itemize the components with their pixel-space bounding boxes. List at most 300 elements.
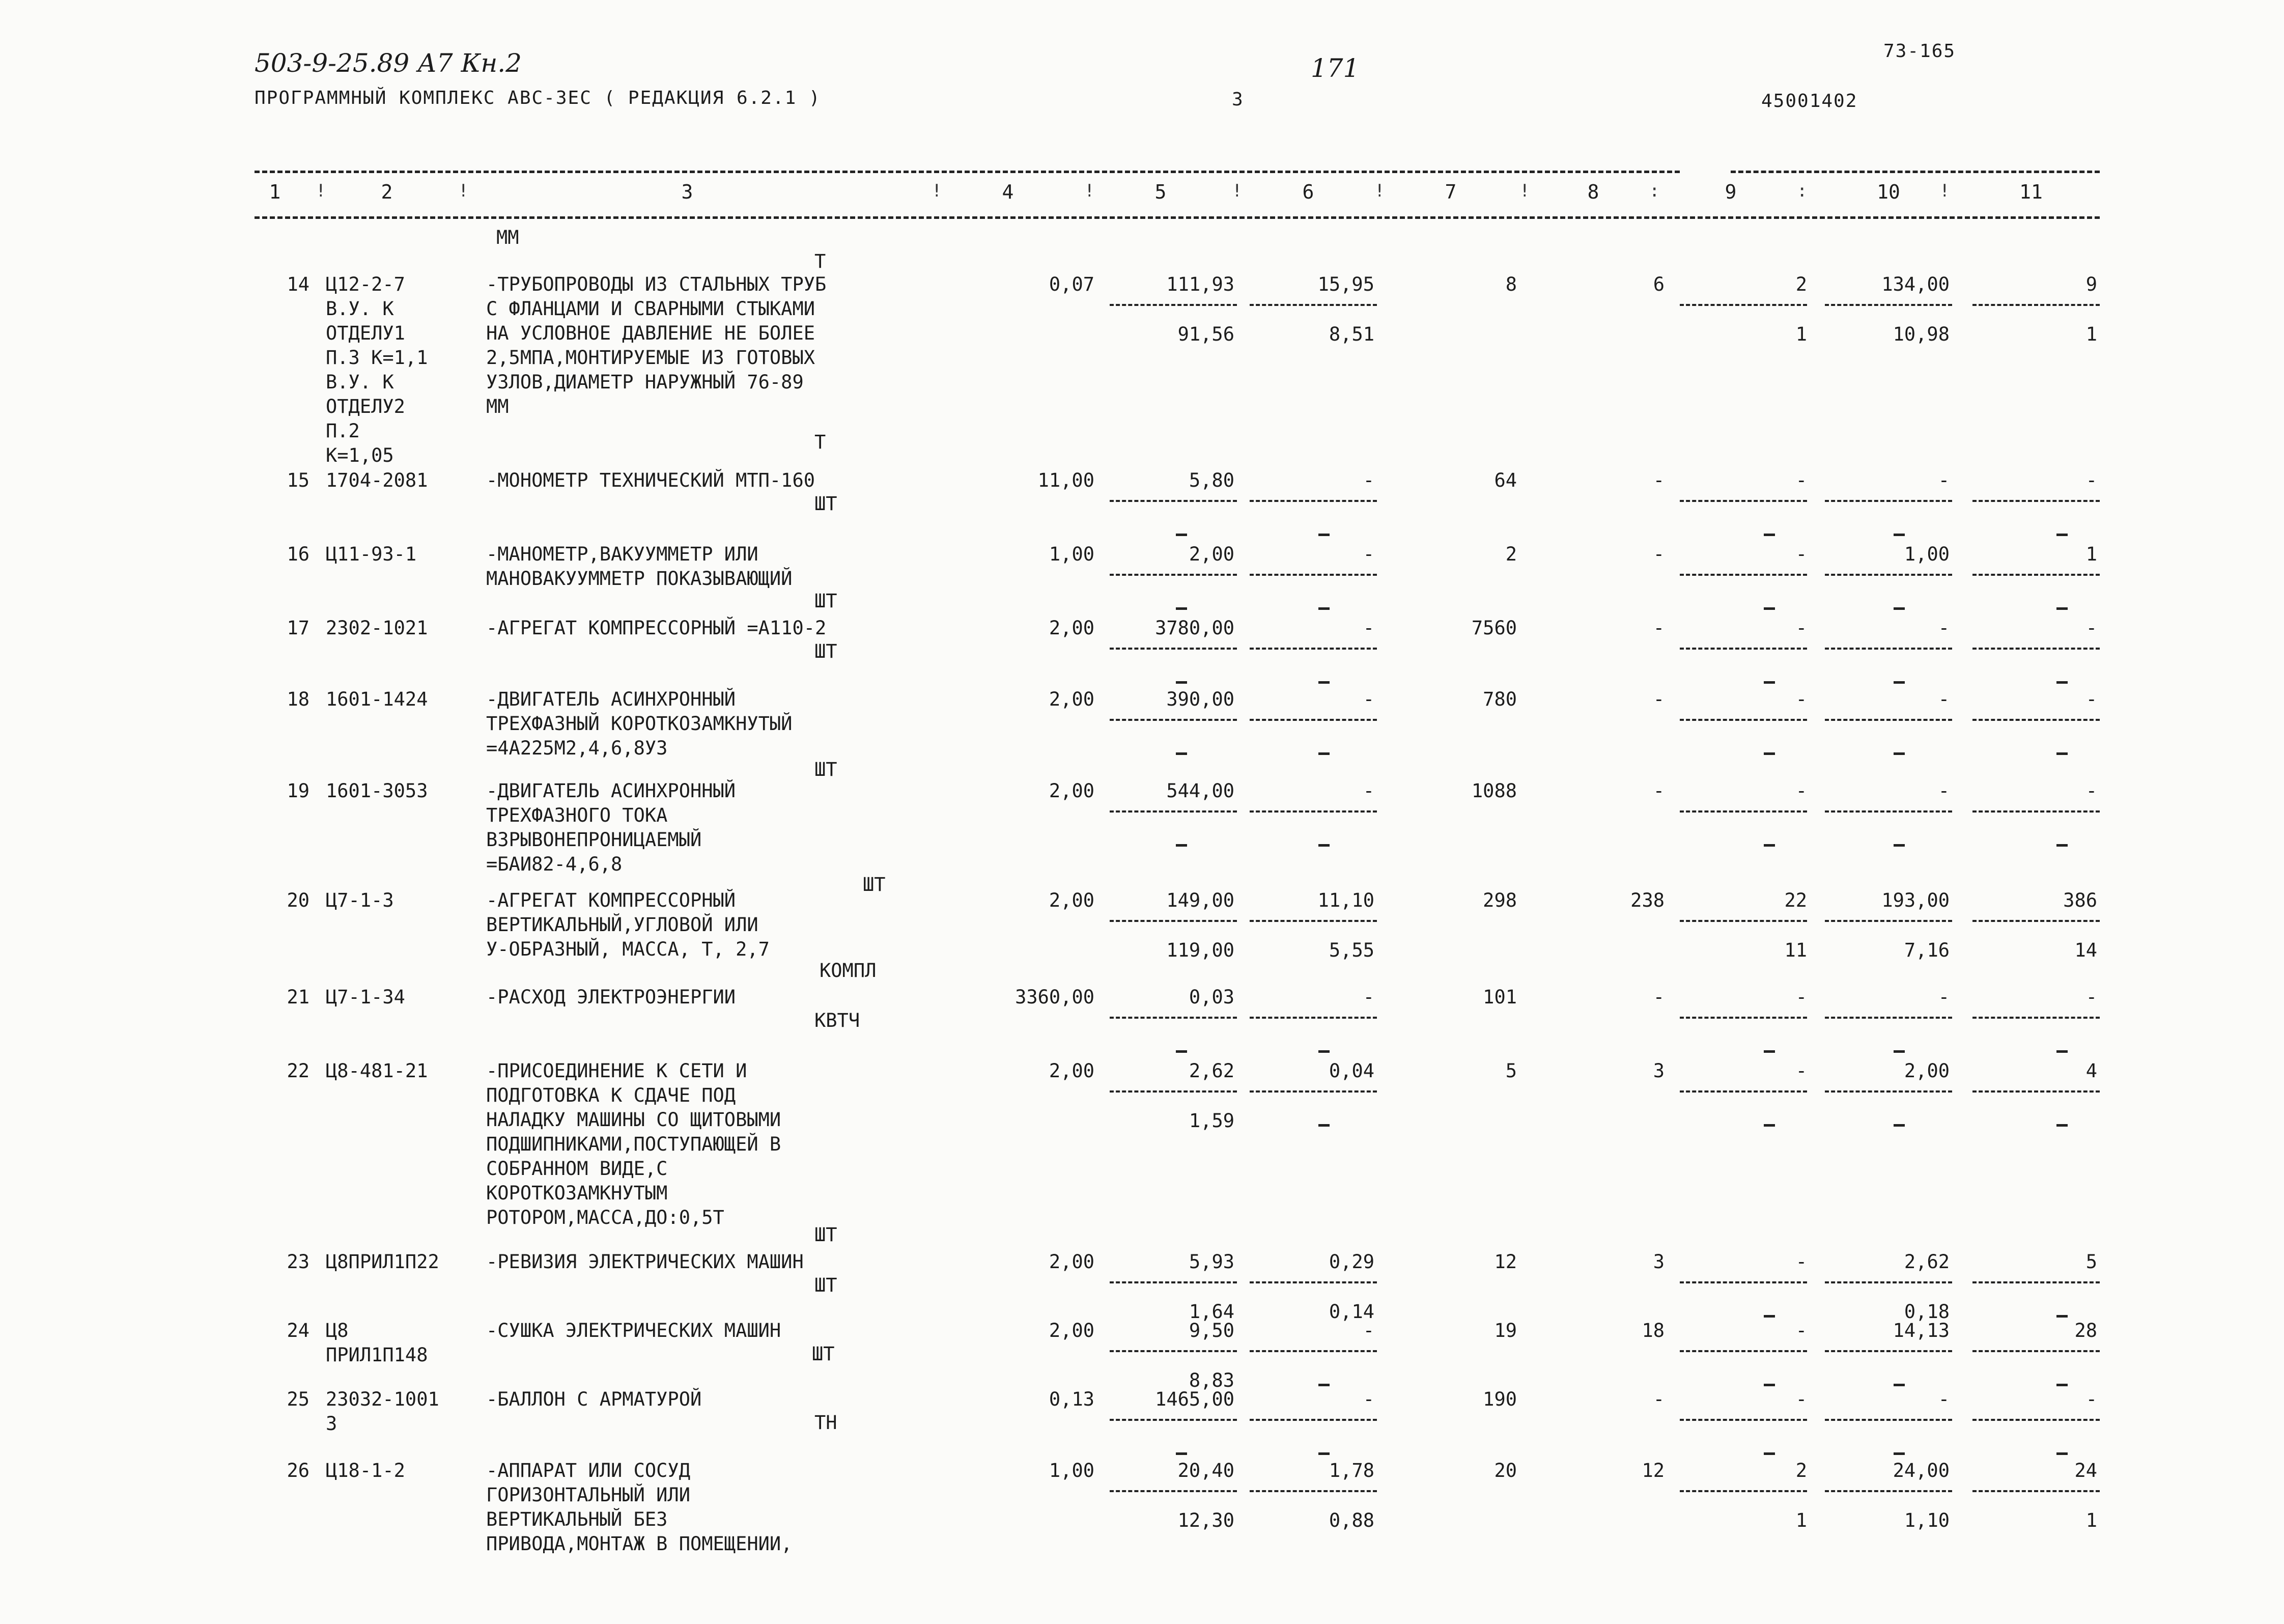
fraction-rule: [1250, 1490, 1377, 1492]
labour-unit-cell: 193,00: [1881, 889, 1950, 911]
machine-total-cell: -: [1795, 469, 1807, 491]
fraction-rule: [1825, 648, 1952, 650]
fraction-rule: [1825, 500, 1952, 502]
machine-cost-cell: -: [1363, 688, 1374, 710]
machine-total-cell: -: [1795, 1251, 1807, 1273]
unit-cost-cell: 0,03: [1189, 986, 1234, 1008]
labour-unit-cell: 2,00: [1904, 1060, 1950, 1082]
machine-total-cell: -: [1795, 1060, 1807, 1082]
second-line-value: 8,51: [1329, 323, 1374, 345]
wages-cell: -: [1653, 780, 1665, 802]
fraction-rule: [1825, 1419, 1952, 1421]
empty-value-dash: [1894, 607, 1905, 610]
labour-unit-cell: -: [1938, 780, 1950, 802]
fraction-rule: [1680, 304, 1807, 306]
machine-total-cell: -: [1795, 688, 1807, 710]
column-number: 10: [1877, 181, 1900, 203]
empty-value-dash: [1318, 1124, 1330, 1127]
fraction-rule: [1250, 1419, 1377, 1421]
wages-cell: 3: [1653, 1251, 1665, 1273]
wages-cell: 3: [1653, 1060, 1665, 1082]
column-number: 11: [2019, 181, 2043, 203]
fraction-rule: [1250, 1017, 1377, 1019]
total-cost-cell: 64: [1494, 469, 1517, 491]
empty-value-dash: [1894, 1452, 1905, 1455]
unit-of-measure: ШТ: [814, 640, 837, 662]
row-number: 25: [287, 1388, 309, 1410]
fraction-rule: [1110, 1017, 1237, 1019]
machine-cost-cell: -: [1363, 543, 1374, 565]
labour-unit-cell: -: [1938, 688, 1950, 710]
unit-of-measure: ШТ: [863, 874, 886, 895]
empty-value-dash: [2056, 844, 2068, 847]
empty-value-dash: [1894, 752, 1905, 755]
unit-cost-cell: 111,93: [1166, 273, 1234, 295]
fraction-rule: [1250, 648, 1377, 650]
fraction-rule: [1250, 1281, 1377, 1283]
second-line-value: 12,30: [1177, 1509, 1234, 1531]
row-number: 19: [287, 780, 309, 802]
wages-cell: -: [1653, 986, 1665, 1008]
empty-value-dash: [2056, 607, 2068, 610]
fraction-rule: [1110, 920, 1237, 922]
empty-value-dash: [1176, 752, 1187, 755]
fraction-rule: [1250, 920, 1377, 922]
unit-of-measure: ШТ: [814, 1224, 837, 1246]
labour-total-cell: -: [2085, 1388, 2097, 1410]
quantity-cell: 2,00: [1049, 1320, 1094, 1341]
row-number: 16: [287, 543, 309, 565]
unit-cost-cell: 20,40: [1177, 1460, 1234, 1481]
empty-value-dash: [1764, 844, 1775, 847]
work-description: -РАСХОД ЭЛЕКТРОЭНЕРГИИ: [486, 986, 736, 1008]
machine-total-cell: -: [1795, 543, 1807, 565]
wages-cell: -: [1653, 1388, 1665, 1410]
column-number: 9: [1725, 181, 1737, 203]
second-line-value: 1: [1795, 1509, 1807, 1531]
total-cost-cell: 8: [1505, 273, 1517, 295]
fraction-rule: [1972, 1350, 2100, 1352]
unit-cost-cell: 3780,00: [1155, 617, 1234, 639]
wages-cell: -: [1653, 469, 1665, 491]
total-cost-cell: 298: [1483, 889, 1517, 911]
unit-of-measure: КВТЧ: [814, 1010, 860, 1031]
wages-cell: 6: [1653, 273, 1665, 295]
fraction-rule: [1250, 1090, 1377, 1093]
fraction-rule: [1110, 1090, 1237, 1093]
column-number: 7: [1445, 181, 1457, 203]
row-number: 26: [287, 1460, 309, 1481]
quantity-cell: 2,00: [1049, 617, 1094, 639]
machine-cost-cell: -: [1363, 986, 1374, 1008]
empty-value-dash: [1764, 681, 1775, 684]
wages-cell: 18: [1642, 1320, 1665, 1341]
norm-code: 1601-3053: [326, 780, 428, 802]
fraction-rule: [1825, 920, 1952, 922]
labour-unit-cell: -: [1938, 986, 1950, 1008]
labour-unit-cell: -: [1938, 617, 1950, 639]
program-title: ПРОГРАММНЫЙ КОМПЛЕКС АВС-3ЕС ( РЕДАКЦИЯ 6.2.1 ): [255, 88, 821, 108]
empty-value-dash: [2056, 752, 2068, 755]
fraction-rule: [1110, 719, 1237, 721]
labour-total-cell: -: [2085, 617, 2097, 639]
fraction-rule: [1825, 810, 1952, 813]
norm-code: 1704-2081: [326, 469, 428, 491]
fraction-rule: [1680, 1017, 1807, 1019]
labour-unit-cell: 14,13: [1893, 1320, 1950, 1341]
column-number: 4: [1002, 181, 1014, 203]
total-cost-cell: 2: [1505, 543, 1517, 565]
empty-value-dash: [1318, 534, 1330, 536]
work-description: -АППАРАТ ИЛИ СОСУД ГОРИЗОНТАЛЬНЫЙ ИЛИ ВЕРТИКАЛЬНЫЙ БЕЗ ПРИВОДА,МОНТАЖ В ПОМЕЩЕНИИ,: [486, 1460, 793, 1555]
norm-code: Ц8 ПРИЛ1П148: [326, 1320, 428, 1366]
labour-total-cell: 386: [2063, 889, 2097, 911]
unit-of-measure: Т: [814, 431, 826, 453]
labour-unit-cell: 24,00: [1893, 1460, 1950, 1481]
handwritten-reference: 503-9-25.89 А7 Кн.2: [255, 48, 522, 78]
machine-cost-cell: 0,04: [1329, 1060, 1374, 1082]
second-line-value: 11: [1784, 939, 1807, 961]
fraction-rule: [1972, 1490, 2100, 1492]
empty-value-dash: [2056, 534, 2068, 536]
wages-cell: -: [1653, 688, 1665, 710]
second-line-value: 1,10: [1904, 1509, 1950, 1531]
work-description: -АГРЕГАТ КОМПРЕССОРНЫЙ ВЕРТИКАЛЬНЫЙ,УГЛОВОЙ ИЛИ У-ОБРАЗНЫЙ, МАССА, Т, 2,7: [486, 889, 770, 960]
norm-code: Ц8ПРИЛ1П22: [326, 1251, 439, 1273]
fraction-rule: [1972, 1090, 2100, 1093]
second-line-value: 14: [2074, 939, 2097, 961]
row-number: 17: [287, 617, 309, 639]
empty-value-dash: [1894, 1050, 1905, 1053]
fraction-rule: [1250, 304, 1377, 306]
work-description: -ДВИГАТЕЛЬ АСИНХРОННЫЙ ТРЕХФАЗНОГО ТОКА ВЗРЫВОНЕПРОНИЦАЕМЫЙ =БАИ82-4,6,8: [486, 780, 736, 875]
labour-unit-cell: 1,00: [1904, 543, 1950, 565]
fraction-rule: [1825, 1350, 1952, 1352]
unit-cost-cell: 2,62: [1189, 1060, 1234, 1082]
second-line-value: 0,88: [1329, 1509, 1374, 1531]
machine-total-cell: 2: [1795, 1460, 1807, 1481]
unit-of-measure: ШТ: [814, 590, 837, 612]
quantity-cell: 2,00: [1049, 688, 1094, 710]
carry-over-unit: Т: [814, 250, 826, 272]
labour-unit-cell: -: [1938, 469, 1950, 491]
fraction-rule: [1972, 920, 2100, 922]
fraction-rule: [1680, 1090, 1807, 1093]
fraction-rule: [1825, 304, 1952, 306]
work-description: -АГРЕГАТ КОМПРЕССОРНЫЙ =А110-2: [486, 617, 827, 639]
unit-cost-cell: 149,00: [1166, 889, 1234, 911]
norm-code: Ц18-1-2: [326, 1460, 405, 1481]
fraction-rule: [1680, 1350, 1807, 1352]
labour-total-cell: -: [2085, 688, 2097, 710]
quantity-cell: 11,00: [1037, 469, 1094, 491]
unit-cost-cell: 1465,00: [1155, 1388, 1234, 1410]
second-line-value: 1,64: [1189, 1301, 1234, 1323]
fraction-rule: [1680, 920, 1807, 922]
empty-value-dash: [1318, 1384, 1330, 1386]
empty-value-dash: [1894, 844, 1905, 847]
total-cost-cell: 5: [1505, 1060, 1517, 1082]
total-cost-cell: 101: [1483, 986, 1517, 1008]
empty-value-dash: [1764, 1050, 1775, 1053]
work-description: -МОНОМЕТР ТЕХНИЧЕСКИЙ МТП-160: [486, 469, 815, 491]
fraction-rule: [1680, 1490, 1807, 1492]
fraction-rule: [1972, 1281, 2100, 1283]
fraction-rule: [1825, 719, 1952, 721]
empty-value-dash: [2056, 1452, 2068, 1455]
machine-total-cell: 2: [1795, 273, 1807, 295]
empty-value-dash: [1176, 844, 1187, 847]
labour-total-cell: 28: [2074, 1320, 2097, 1341]
empty-value-dash: [1318, 844, 1330, 847]
norm-code: 1601-1424: [326, 688, 428, 710]
labour-total-cell: -: [2085, 469, 2097, 491]
quantity-cell: 2,00: [1049, 780, 1094, 802]
handwritten-page-number: 171: [1311, 53, 1360, 83]
empty-value-dash: [1764, 1124, 1775, 1127]
machine-cost-cell: -: [1363, 617, 1374, 639]
empty-value-dash: [1176, 1050, 1187, 1053]
machine-total-cell: -: [1795, 986, 1807, 1008]
fraction-rule: [1250, 1350, 1377, 1352]
machine-cost-cell: 0,29: [1329, 1251, 1374, 1273]
unit-of-measure: ШТ: [814, 493, 837, 515]
second-line-value: 5,55: [1329, 939, 1374, 961]
machine-cost-cell: 15,95: [1317, 273, 1374, 295]
fraction-rule: [1110, 1350, 1237, 1352]
quantity-cell: 1,00: [1049, 1460, 1094, 1481]
machine-total-cell: -: [1795, 1320, 1807, 1341]
quantity-cell: 3360,00: [1015, 986, 1094, 1008]
unit-cost-cell: 390,00: [1166, 688, 1234, 710]
machine-total-cell: 22: [1784, 889, 1807, 911]
empty-value-dash: [2056, 1315, 2068, 1318]
second-line-value: 8,83: [1189, 1369, 1234, 1391]
norm-code: 2302-1021: [326, 617, 428, 639]
empty-value-dash: [1176, 607, 1187, 610]
fraction-rule: [1110, 574, 1237, 576]
second-line-value: 10,98: [1893, 323, 1950, 345]
total-cost-cell: 190: [1483, 1388, 1517, 1410]
fraction-rule: [1110, 304, 1237, 306]
fraction-rule: [1972, 304, 2100, 306]
column-number: 3: [681, 181, 693, 203]
empty-value-dash: [1176, 1452, 1187, 1455]
fraction-rule: [1825, 1017, 1952, 1019]
empty-value-dash: [1176, 534, 1187, 536]
unit-of-measure: ТН: [814, 1412, 837, 1434]
work-description: -МАНОМЕТР,ВАКУУММЕТР ИЛИ МАНОВАКУУММЕТР ПОКАЗЫВАЮЩИЙ: [486, 543, 793, 590]
second-line-value: 0,18: [1904, 1301, 1950, 1323]
wages-cell: 12: [1642, 1460, 1665, 1481]
fraction-rule: [1110, 648, 1237, 650]
fraction-rule: [1825, 1090, 1952, 1093]
second-line-value: 1: [2085, 323, 2097, 345]
machine-cost-cell: -: [1363, 780, 1374, 802]
fraction-rule: [1110, 1419, 1237, 1421]
norm-code: Ц12-2-7 В.У. К ОТДЕЛУ1 П.3 К=1,1 В.У. К ОТДЕЛУ2 П.2 К=1,05: [326, 273, 428, 466]
norm-code: Ц11-93-1: [326, 543, 417, 565]
total-cost-cell: 19: [1494, 1320, 1517, 1341]
labour-unit-cell: 2,62: [1904, 1251, 1950, 1273]
unit-of-measure: ШТ: [812, 1343, 835, 1365]
row-number: 21: [287, 986, 309, 1008]
work-description: -ТРУБОПРОВОДЫ ИЗ СТАЛЬНЫХ ТРУБ С ФЛАНЦАМИ И СВАРНЫМИ СТЫКАМИ НА УСЛОВНОЕ ДАВЛЕНИЕ НЕ БОЛЕЕ 2,5МПА,МОНТИРУЕМЫЕ ИЗ ГОТОВЫХ УЗЛОВ,ДИАМЕТР НАРУЖНЫЙ 76-89 ММ: [486, 273, 827, 417]
column-number: 5: [1154, 181, 1167, 203]
machine-total-cell: -: [1795, 780, 1807, 802]
wages-cell: 238: [1630, 889, 1665, 911]
labour-total-cell: 5: [2085, 1251, 2097, 1273]
row-number: 18: [287, 688, 309, 710]
unit-cost-cell: 544,00: [1166, 780, 1234, 802]
sheet-number: 3: [1232, 89, 1244, 110]
fraction-rule: [1972, 648, 2100, 650]
fraction-rule: [1825, 1490, 1952, 1492]
empty-value-dash: [1894, 1124, 1905, 1127]
machine-cost-cell: -: [1363, 1388, 1374, 1410]
labour-total-cell: -: [2085, 780, 2097, 802]
fraction-rule: [1250, 719, 1377, 721]
row-number: 14: [287, 273, 309, 295]
empty-value-dash: [1764, 752, 1775, 755]
document-code: 45001402: [1761, 91, 1858, 111]
row-number: 15: [287, 469, 309, 491]
empty-value-dash: [1176, 681, 1187, 684]
second-line-value: 7,16: [1904, 939, 1950, 961]
unit-cost-cell: 9,50: [1189, 1320, 1234, 1341]
column-number: 8: [1587, 181, 1599, 203]
wages-cell: -: [1653, 617, 1665, 639]
machine-total-cell: -: [1795, 617, 1807, 639]
empty-value-dash: [2056, 1050, 2068, 1053]
second-line-value: 1,59: [1189, 1110, 1234, 1132]
fraction-rule: [1972, 719, 2100, 721]
machine-cost-cell: -: [1363, 1320, 1374, 1341]
column-number: 6: [1302, 181, 1314, 203]
empty-value-dash: [1894, 681, 1905, 684]
row-number: 23: [287, 1251, 309, 1273]
fraction-rule: [1972, 574, 2100, 576]
quantity-cell: 2,00: [1049, 889, 1094, 911]
labour-total-cell: 24: [2074, 1460, 2097, 1481]
work-description: -БАЛЛОН С АРМАТУРОЙ: [486, 1388, 702, 1410]
row-number: 22: [287, 1060, 309, 1082]
empty-value-dash: [1318, 1050, 1330, 1053]
unit-of-measure: КОМПЛ: [820, 960, 877, 982]
work-description: -РЕВИЗИЯ ЭЛЕКТРИЧЕСКИХ МАШИН: [486, 1251, 804, 1273]
empty-value-dash: [1318, 681, 1330, 684]
empty-value-dash: [1764, 1315, 1775, 1318]
row-number: 24: [287, 1320, 309, 1341]
empty-value-dash: [1764, 1384, 1775, 1386]
labour-total-cell: -: [2085, 986, 2097, 1008]
fraction-rule: [1250, 500, 1377, 502]
empty-value-dash: [1318, 1452, 1330, 1455]
quantity-cell: 0,07: [1049, 273, 1094, 295]
empty-value-dash: [1764, 607, 1775, 610]
machine-cost-cell: 11,10: [1317, 889, 1374, 911]
quantity-cell: 1,00: [1049, 543, 1094, 565]
fraction-rule: [1110, 1490, 1237, 1492]
fraction-rule: [1110, 500, 1237, 502]
column-number: 1: [269, 181, 281, 203]
unit-cost-cell: 5,93: [1189, 1251, 1234, 1273]
work-description: -СУШКА ЭЛЕКТРИЧЕСКИХ МАШИН: [486, 1320, 781, 1341]
labour-total-cell: 9: [2085, 273, 2097, 295]
norm-code: Ц7-1-3: [326, 889, 394, 911]
labour-total-cell: 4: [2085, 1060, 2097, 1082]
fraction-rule: [1972, 500, 2100, 502]
second-line-value: 119,00: [1166, 939, 1234, 961]
norm-code: Ц8-481-21: [326, 1060, 428, 1082]
unit-cost-cell: 2,00: [1189, 543, 1234, 565]
empty-value-dash: [1318, 752, 1330, 755]
empty-value-dash: [2056, 681, 2068, 684]
fraction-rule: [1680, 810, 1807, 813]
unit-of-measure: ШТ: [814, 759, 837, 780]
total-cost-cell: 20: [1494, 1460, 1517, 1481]
carry-over-unit: ММ: [496, 227, 519, 248]
empty-value-dash: [1894, 1384, 1905, 1386]
empty-value-dash: [1894, 534, 1905, 536]
fraction-rule: [1680, 574, 1807, 576]
total-cost-cell: 7560: [1471, 617, 1517, 639]
empty-value-dash: [1764, 534, 1775, 536]
quantity-cell: 0,13: [1049, 1388, 1094, 1410]
empty-value-dash: [2056, 1384, 2068, 1386]
fraction-rule: [1110, 1281, 1237, 1283]
quantity-cell: 2,00: [1049, 1251, 1094, 1273]
fraction-rule: [1825, 574, 1952, 576]
total-cost-cell: 1088: [1471, 780, 1517, 802]
work-description: -ДВИГАТЕЛЬ АСИНХРОННЫЙ ТРЕХФАЗНЫЙ КОРОТКОЗАМКНУТЫЙ =4А225М2,4,6,8УЗ: [486, 688, 793, 759]
sheet-reference: 73-165: [1883, 41, 1956, 62]
second-line-value: 1: [1795, 323, 1807, 345]
norm-code: 23032-1001 3: [326, 1388, 439, 1435]
second-line-value: 0,14: [1329, 1301, 1374, 1323]
labour-unit-cell: -: [1938, 1388, 1950, 1410]
total-cost-cell: 780: [1483, 688, 1517, 710]
work-description: -ПРИСОЕДИНЕНИЕ К СЕТИ И ПОДГОТОВКА К СДАЧЕ ПОД НАЛАДКУ МАШИНЫ СО ЩИТОВЫМИ ПОДШИПНИКАМИ,ПОСТУПАЮЩЕЙ В СОБРАННОМ ВИДЕ,С КОРОТКОЗАМКНУТЫМ РОТОРОМ,МАССА,ДО:0,5Т: [486, 1060, 781, 1228]
fraction-rule: [1972, 810, 2100, 813]
fraction-rule: [1680, 648, 1807, 650]
fraction-rule: [1680, 1281, 1807, 1283]
fraction-rule: [1825, 1281, 1952, 1283]
row-number: 20: [287, 889, 309, 911]
wages-cell: -: [1653, 543, 1665, 565]
second-line-value: 91,56: [1177, 323, 1234, 345]
unit-cost-cell: 5,80: [1189, 469, 1234, 491]
second-line-value: 1: [2085, 1509, 2097, 1531]
machine-cost-cell: 1,78: [1329, 1460, 1374, 1481]
fraction-rule: [1972, 1419, 2100, 1421]
fraction-rule: [1680, 500, 1807, 502]
empty-value-dash: [1318, 607, 1330, 610]
column-number: 2: [381, 181, 393, 203]
labour-unit-cell: 134,00: [1881, 273, 1950, 295]
machine-cost-cell: -: [1363, 469, 1374, 491]
labour-total-cell: 1: [2085, 543, 2097, 565]
empty-value-dash: [1764, 1452, 1775, 1455]
fraction-rule: [1110, 810, 1237, 813]
fraction-rule: [1250, 810, 1377, 813]
empty-value-dash: [2056, 1124, 2068, 1127]
total-cost-cell: 12: [1494, 1251, 1517, 1273]
fraction-rule: [1680, 1419, 1807, 1421]
unit-of-measure: ШТ: [814, 1274, 837, 1296]
quantity-cell: 2,00: [1049, 1060, 1094, 1082]
machine-total-cell: -: [1795, 1388, 1807, 1410]
